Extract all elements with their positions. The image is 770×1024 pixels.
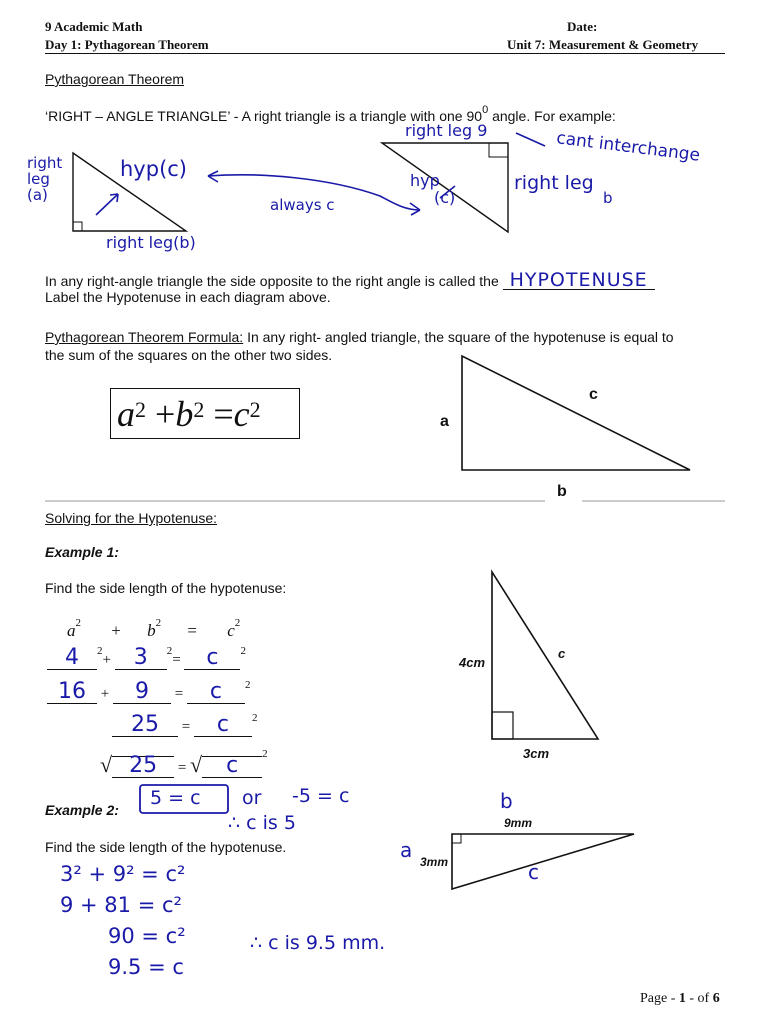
- tri1-side: 4cm: [459, 655, 486, 670]
- hw-example2-work: 3² + 9² = c² 9 + 81 = c² 90 = c² 9.5 = c: [60, 862, 186, 979]
- example1-title: Example 1:: [45, 544, 119, 560]
- tri2-top: 9mm: [504, 816, 533, 830]
- hw-neg: -5 = c: [292, 785, 350, 807]
- example1-find: Find the side length of the hypotenuse:: [45, 580, 287, 596]
- hypotenuse-blank: HYPOTENUSE: [503, 271, 655, 290]
- course-title: 9 Academic Math: [45, 19, 143, 34]
- intro-text: ‘RIGHT – ANGLE TRIANGLE’ - A right triangle is a triangle with one $90^0$ angle. For example:: [45, 104, 616, 124]
- eq-row-1: $a^2 + b^2 = c^2$: [67, 617, 241, 640]
- formula-box: $a^2 +b^2 =c^2$: [110, 388, 300, 439]
- hw-tri2-c: c: [528, 860, 539, 884]
- eq-row-3: 16 + 9 = c $^2$: [47, 683, 250, 704]
- example2-triangle: [452, 834, 634, 889]
- hw-hyp-c: hyp(c): [120, 157, 187, 181]
- hw-therefore2: ∴ c is 9.5 mm.: [250, 932, 386, 954]
- solving-title: Solving for the Hypotenuse:: [45, 510, 217, 526]
- diagram-label-c: c: [589, 386, 598, 403]
- day-title: Day 1: Pythagorean Theorem: [45, 37, 209, 52]
- tri1-bottom: 3cm: [523, 746, 550, 761]
- example2-find: Find the side length of the hypotenuse.: [45, 839, 287, 855]
- hw-hyp-c2: hyp (c): [410, 171, 456, 207]
- section-title: Pythagorean Theorem: [45, 71, 185, 87]
- label-sentence: Label the Hypotenuse in each diagram above.: [45, 289, 331, 305]
- diagram-label-b: b: [557, 483, 567, 500]
- tri1-hyp: c: [558, 646, 566, 661]
- eq-row-5: √ 25 = √ c $^2$: [100, 748, 268, 778]
- hyp-sentence: In any right-angle triangle the side opposite to the right angle is called the HYPOTENUSE: [45, 271, 655, 290]
- hw-right-leg-9: right leg 9: [405, 121, 488, 140]
- page-number: Page - 1 - of 6: [640, 991, 720, 1006]
- hw-right-leg-b: right leg(b): [106, 233, 196, 252]
- eq-row-2: 4 $^2$+ 3 $^2$= c $^2$: [47, 649, 246, 670]
- hw-always-c: always c: [270, 196, 335, 214]
- hw-tri2-b: b: [500, 789, 513, 813]
- hw-or: or: [242, 787, 262, 809]
- hw-right-leg-a: right leg (a): [27, 154, 63, 204]
- example2-title: Example 2:: [45, 802, 119, 818]
- date-label: Date:: [567, 19, 598, 34]
- hw-ans1: 5 = c: [150, 787, 201, 809]
- tri2-side: 3mm: [420, 855, 449, 869]
- diagram-label-a: a: [440, 413, 449, 430]
- eq-row-4: 25 = c $^2$: [112, 716, 257, 737]
- hw-therefore1: ∴ c is 5: [228, 812, 296, 834]
- hw-b-small: b: [603, 189, 613, 207]
- hw-right-leg: right leg: [514, 172, 594, 194]
- formula-paragraph-2: the sum of the squares on the other two sides.: [45, 347, 333, 363]
- formula-paragraph: Pythagorean Theorem Formula: In any right- angled triangle, the square of the hypotenuse is equal to: [45, 329, 674, 345]
- unit-title: Unit 7: Measurement & Geometry: [507, 37, 699, 52]
- hw-tri2-a: a: [400, 838, 413, 862]
- hw-cant-interchange: cant interchange: [555, 128, 702, 166]
